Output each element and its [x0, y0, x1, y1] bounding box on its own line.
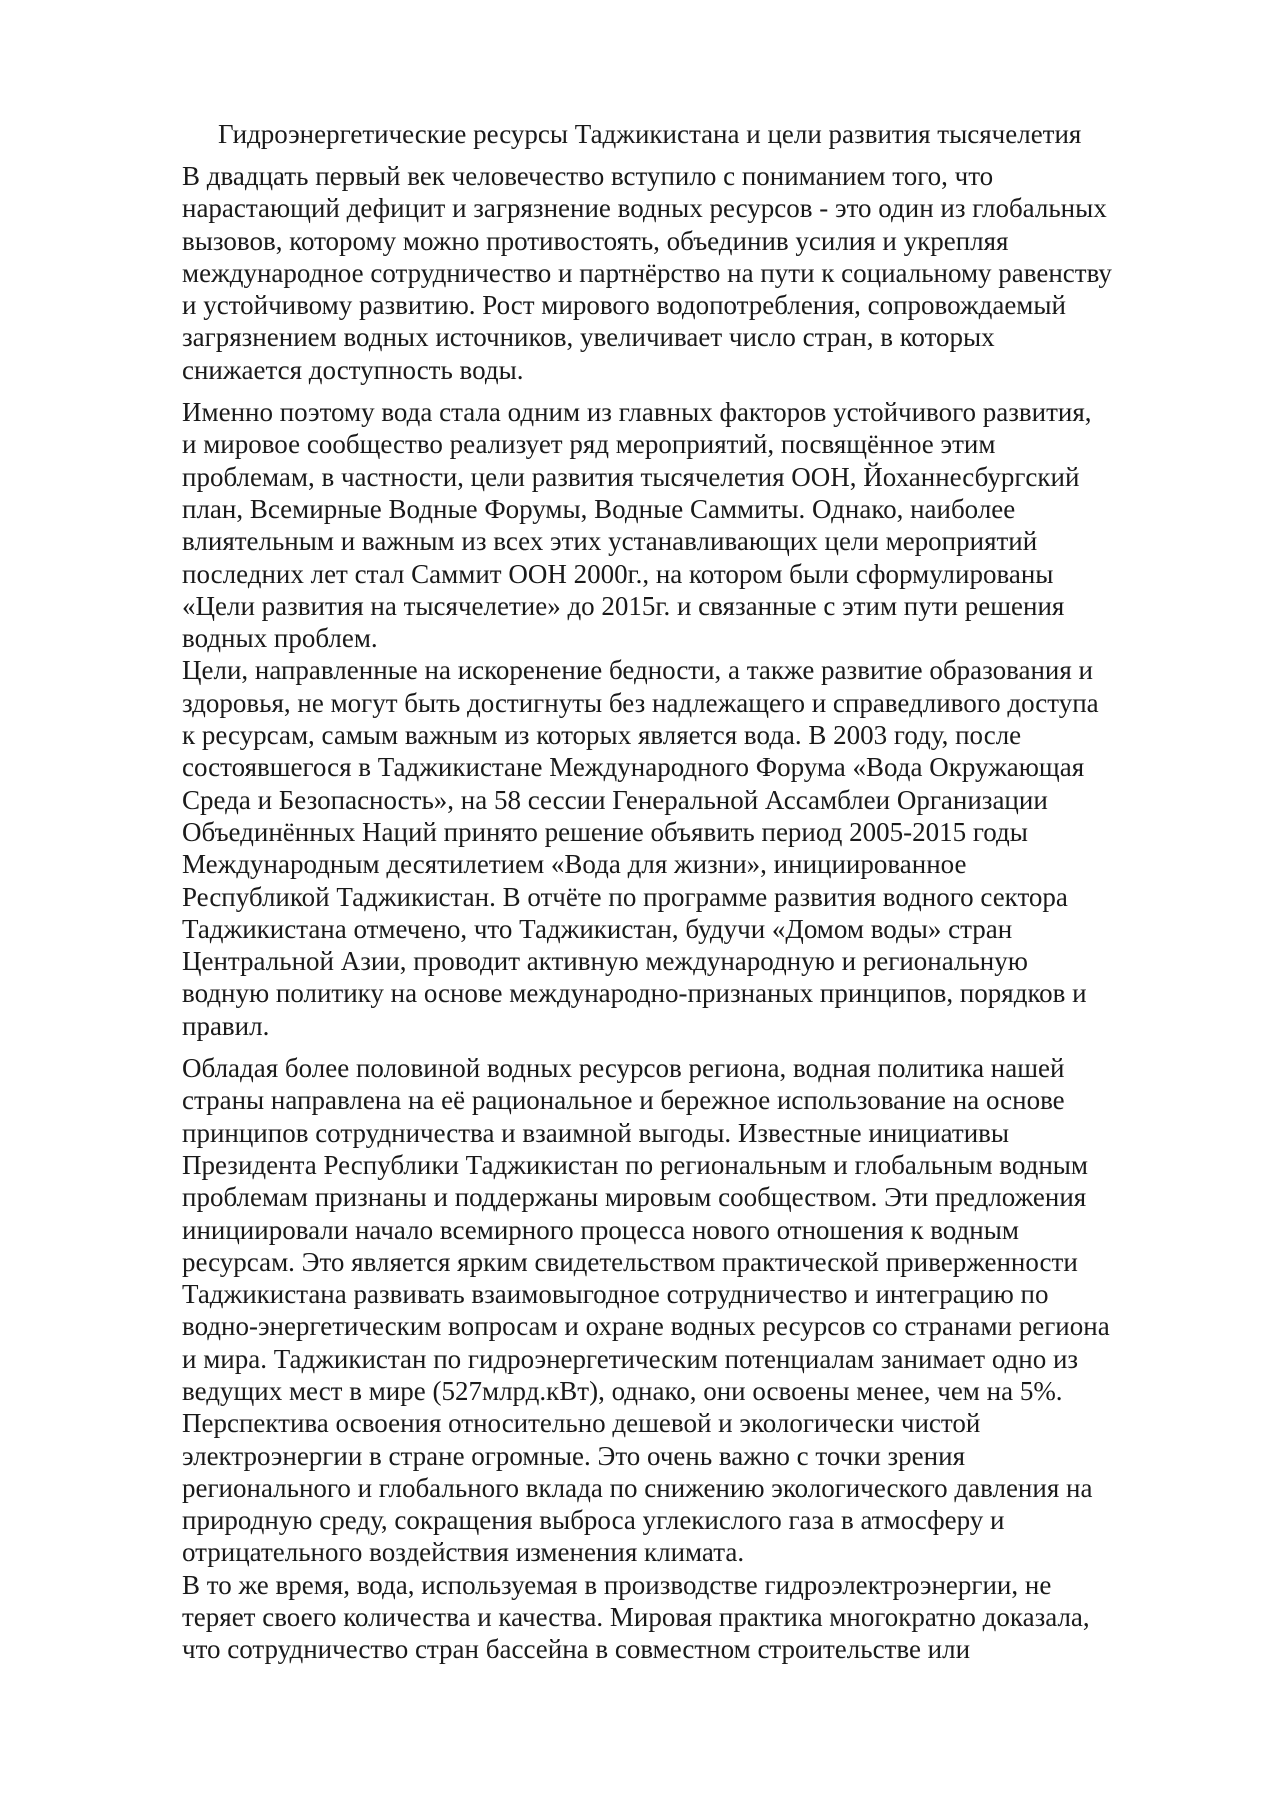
- paragraph-line: страны направлена на её рациональное и бережное использование на основе: [182, 1085, 1065, 1116]
- paragraph-line: теряет своего количества и качества. Мировая практика многократно доказала,: [182, 1602, 1090, 1633]
- paragraph-line: принципов сотрудничества и взаимной выгоды. Известные инициативы: [182, 1117, 1010, 1148]
- paragraph-line: состоявшегося в Таджикистане Международного Форума «Вода Окружающая: [182, 752, 1085, 783]
- document-title: Гидроэнергетические ресурсы Таджикистана и цели развития тысячелетия: [218, 119, 1082, 149]
- paragraph: [182, 654, 1192, 1042]
- paragraph: [182, 1052, 1192, 1569]
- paragraph-line: правил.: [182, 1010, 270, 1041]
- paragraph-line: Перспектива освоения относительно дешевой и экологически чистой: [182, 1408, 981, 1439]
- paragraph-line: Таджикистана отмечено, что Таджикистан, будучи «Домом воды» стран: [182, 913, 1013, 944]
- paragraph-line: Объединённых Наций принято решение объявить период 2005-2015 годы: [182, 816, 1028, 847]
- paragraph-line: водно-энергетическим вопросам и охране водных ресурсов со странами региона: [182, 1311, 1110, 1342]
- paragraph: [182, 396, 1192, 654]
- paragraph-line: здоровья, не могут быть достигнуты без надлежащего и справедливого доступа: [182, 687, 1099, 718]
- paragraph-line: вызовов, которому можно противостоять, объединив усилия и укрепляя: [182, 225, 1009, 256]
- document-page: [182, 118, 1192, 1666]
- paragraph-line: Таджикистана развивать взаимовыгодное сотрудничество и интеграцию по: [182, 1279, 1049, 1310]
- paragraph-line: проблемам признаны и поддержаны мировым сообществом. Эти предложения: [182, 1182, 1087, 1213]
- paragraph: [182, 1569, 1192, 1666]
- paragraph-line: к ресурсам, самым важным из которых является вода. В 2003 году, после: [182, 720, 1022, 751]
- paragraph-line: план, Всемирные Водные Форумы, Водные Саммиты. Однако, наиболее: [182, 493, 1016, 524]
- paragraph-line: Президента Республики Таджикистан по региональным и глобальным водным: [182, 1149, 1089, 1180]
- document-body: [182, 160, 1192, 1666]
- paragraph-line: инициировали начало всемирного процесса нового отношения к водным: [182, 1214, 1019, 1245]
- paragraph-line: проблемам, в частности, цели развития тысячелетия ООН, Йоханнесбургский: [182, 461, 1080, 492]
- paragraph-line: электроэнергии в стране огромные. Это очень важно с точки зрения: [182, 1440, 965, 1471]
- paragraph-line: и устойчивому развитию. Рост мирового водопотребления, сопровождаемый: [182, 290, 1066, 321]
- paragraph-line: ведущих мест в мире (527млрд.кВт), однако, они освоены менее, чем на 5%.: [182, 1375, 1063, 1406]
- paragraph-line: Международным десятилетием «Вода для жизни», инициированное: [182, 849, 967, 880]
- paragraph-line: природную среду, сокращения выброса углекислого газа в атмосферу и: [182, 1505, 1005, 1536]
- paragraph: [182, 160, 1192, 386]
- paragraph-line: что сотрудничество стран бассейна в совместном строительстве или: [182, 1634, 971, 1665]
- paragraph-line: снижается доступность воды.: [182, 354, 524, 385]
- paragraph-line: нарастающий дефицит и загрязнение водных ресурсов - это один из глобальных: [182, 193, 1107, 224]
- paragraph-line: и мира. Таджикистан по гидроэнергетическим потенциалам занимает одно из: [182, 1343, 1079, 1374]
- paragraph-line: В то же время, вода, используемая в производстве гидроэлектроэнергии, не: [182, 1569, 1052, 1600]
- paragraph-line: и мировое сообщество реализует ряд мероприятий, посвящённое этим: [182, 429, 996, 460]
- paragraph-line: ресурсам. Это является ярким свидетельством практической приверженности: [182, 1246, 1078, 1277]
- paragraph-line: загрязнением водных источников, увеличивает число стран, в которых: [182, 322, 995, 353]
- paragraph-line: Республикой Таджикистан. В отчёте по программе развития водного сектора: [182, 881, 1068, 912]
- paragraph-line: Обладая более половиной водных ресурсов региона, водная политика нашей: [182, 1053, 1065, 1084]
- paragraph-line: «Цели развития на тысячелетие» до 2015г. и связанные с этим пути решения: [182, 590, 1065, 621]
- paragraph-line: последних лет стал Саммит ООН 2000г., на котором были сформулированы: [182, 558, 1054, 589]
- paragraph-line: отрицательного воздействия изменения климата.: [182, 1537, 745, 1568]
- paragraph-line: водных проблем.: [182, 623, 378, 654]
- paragraph-line: водную политику на основе международно-признаных принципов, порядков и: [182, 978, 1087, 1009]
- paragraph-line: регионального и глобального вклада по снижению экологического давления на: [182, 1472, 1093, 1503]
- paragraph-line: Центральной Азии, проводит активную международную и региональную: [182, 946, 1028, 977]
- paragraph-line: Именно поэтому вода стала одним из главных факторов устойчивого развития,: [182, 397, 1092, 428]
- paragraph-line: влиятельным и важным из всех этих устанавливающих цели мероприятий: [182, 526, 1038, 557]
- paragraph-line: Среда и Безопасность», на 58 сессии Генеральной Ассамблеи Организации: [182, 784, 1048, 815]
- paragraph-line: международное сотрудничество и партнёрство на пути к социальному равенству: [182, 257, 1112, 288]
- paragraph-line: Цели, направленные на искоренение бедности, а также развитие образования и: [182, 655, 1093, 686]
- paragraph-line: В двадцать первый век человечество вступило с пониманием того, что: [182, 161, 994, 191]
